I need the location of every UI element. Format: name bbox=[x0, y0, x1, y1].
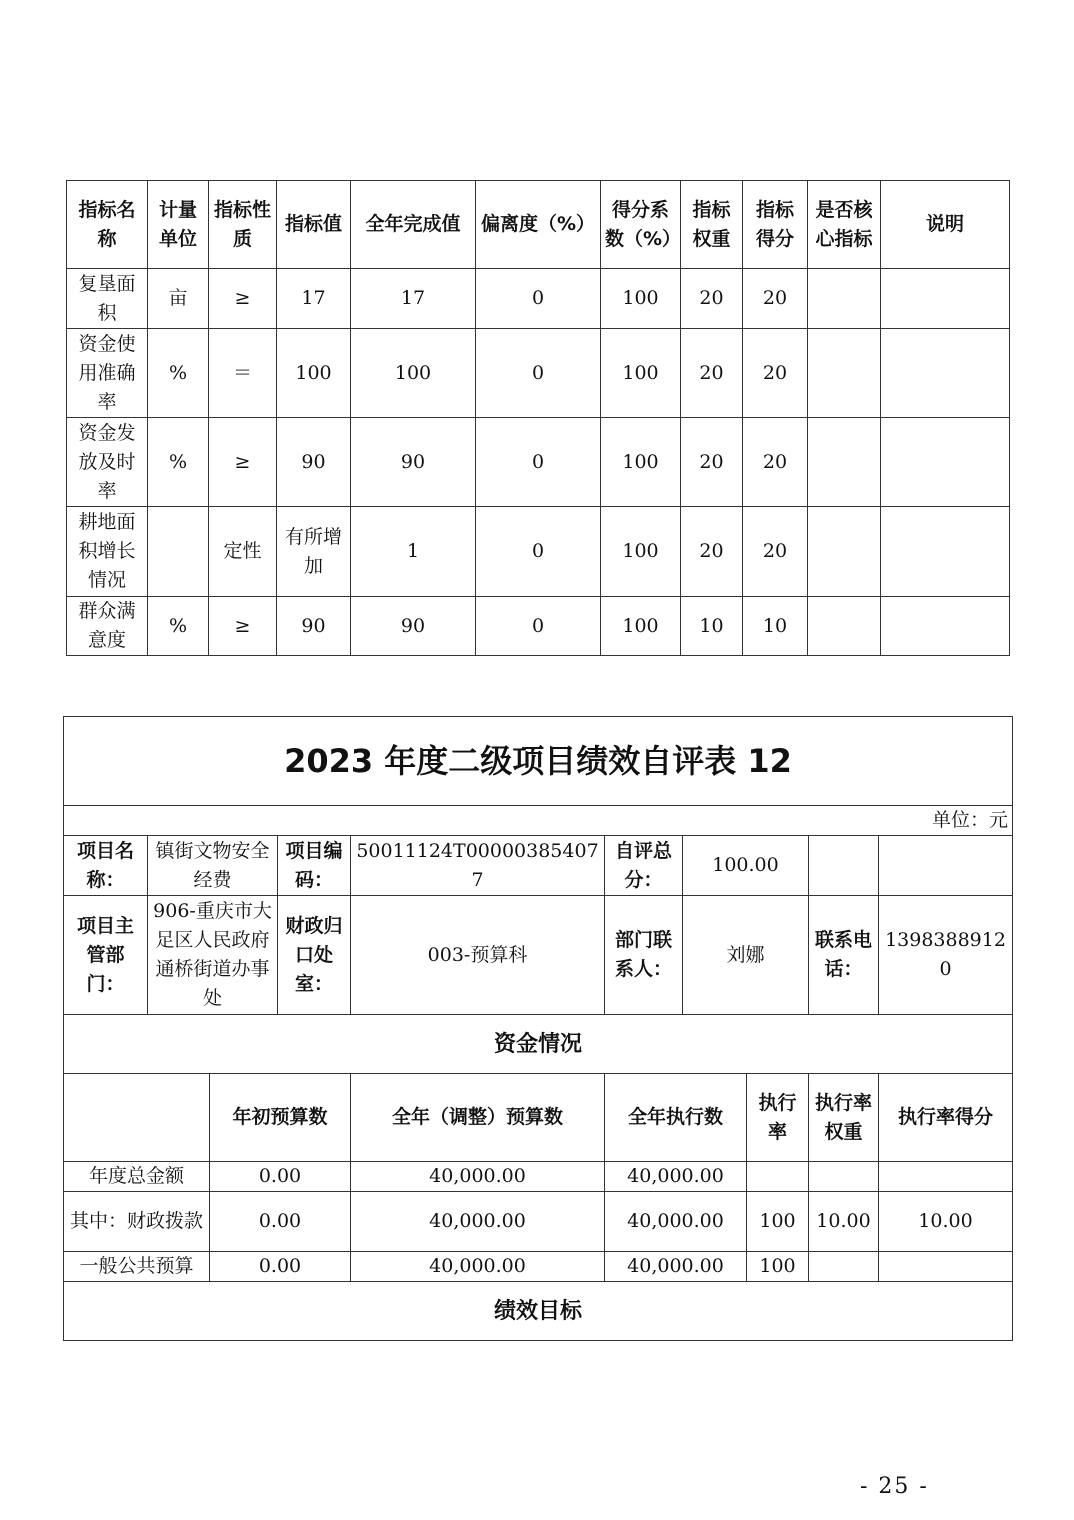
dept-label: 项目主管部门： bbox=[64, 896, 148, 1015]
weight-cell: 20 bbox=[681, 507, 743, 597]
core-cell bbox=[808, 507, 881, 597]
core-cell bbox=[808, 418, 881, 507]
actual-cell: 1 bbox=[351, 507, 476, 597]
funds-cell bbox=[809, 1252, 879, 1282]
note-cell bbox=[881, 507, 1010, 597]
weight-cell: 20 bbox=[681, 269, 743, 329]
actual-cell: 90 bbox=[351, 597, 476, 656]
finance-label: 财政归口处室： bbox=[278, 896, 351, 1015]
funds-row-label: 年度总金额 bbox=[64, 1162, 210, 1192]
phone-label: 联系电话： bbox=[809, 896, 879, 1015]
table-row bbox=[64, 1162, 1013, 1192]
title-row bbox=[64, 717, 1013, 806]
table-row bbox=[67, 269, 1010, 329]
target-cell: 90 bbox=[277, 418, 351, 507]
nature-cell: ≥ bbox=[209, 597, 277, 656]
header-cell: 计量单位 bbox=[148, 181, 209, 269]
funds-row-label: 一般公共预算 bbox=[64, 1252, 210, 1282]
funds-cell: 0.00 bbox=[210, 1192, 351, 1252]
funds-cell bbox=[809, 1162, 879, 1192]
header-cell: 指标性质 bbox=[209, 181, 277, 269]
table-row bbox=[67, 507, 1010, 597]
funds-cell: 100 bbox=[747, 1252, 809, 1282]
unit-cell: % bbox=[148, 329, 209, 418]
header-cell: 指标得分 bbox=[743, 181, 808, 269]
funds-cell: 0.00 bbox=[210, 1252, 351, 1282]
funds-header-row bbox=[64, 1074, 1013, 1162]
unit-cell: % bbox=[148, 597, 209, 656]
funds-header-cell bbox=[64, 1074, 210, 1162]
funds-cell: 40,000.00 bbox=[605, 1192, 747, 1252]
unit-cell: 亩 bbox=[148, 269, 209, 329]
note-cell bbox=[881, 418, 1010, 507]
funds-header-cell: 全年执行数 bbox=[605, 1074, 747, 1162]
funds-cell bbox=[747, 1162, 809, 1192]
page-number: - 25 - bbox=[860, 1474, 929, 1499]
score-cell: 10 bbox=[743, 597, 808, 656]
indicator-table bbox=[66, 180, 1010, 656]
table-row bbox=[67, 329, 1010, 418]
core-cell bbox=[808, 269, 881, 329]
funds-cell: 100 bbox=[747, 1192, 809, 1252]
funds-cell: 40,000.00 bbox=[351, 1252, 605, 1282]
actual-cell: 90 bbox=[351, 418, 476, 507]
funds-cell: 40,000.00 bbox=[605, 1162, 747, 1192]
funds-header-cell: 全年（调整）预算数 bbox=[351, 1074, 605, 1162]
deviation-cell: 0 bbox=[476, 597, 601, 656]
header-cell: 得分系数（%） bbox=[601, 181, 681, 269]
funds-cell bbox=[879, 1252, 1013, 1282]
goals-section-row bbox=[64, 1282, 1013, 1341]
score-cell: 20 bbox=[743, 329, 808, 418]
funds-cell: 10.00 bbox=[809, 1192, 879, 1252]
core-cell bbox=[808, 597, 881, 656]
dept-value: 906-重庆市大足区人民政府通桥街道办事处 bbox=[148, 896, 278, 1015]
indicator-name: 资金使用准确率 bbox=[67, 329, 148, 418]
coefficient-cell: 100 bbox=[601, 507, 681, 597]
target-cell: 90 bbox=[277, 597, 351, 656]
table-row bbox=[67, 597, 1010, 656]
header-cell: 指标值 bbox=[277, 181, 351, 269]
core-cell bbox=[808, 329, 881, 418]
deviation-cell: 0 bbox=[476, 269, 601, 329]
actual-cell: 100 bbox=[351, 329, 476, 418]
unit-cell: % bbox=[148, 418, 209, 507]
score-value: 100.00 bbox=[683, 836, 809, 896]
funds-section-row bbox=[64, 1015, 1013, 1074]
funds-cell: 40,000.00 bbox=[351, 1192, 605, 1252]
weight-cell: 20 bbox=[681, 329, 743, 418]
actual-cell: 17 bbox=[351, 269, 476, 329]
indicator-header-row bbox=[67, 181, 1010, 269]
header-cell: 是否核心指标 bbox=[808, 181, 881, 269]
funds-header-cell: 年初预算数 bbox=[210, 1074, 351, 1162]
unit-label: 单位：元 bbox=[64, 806, 1013, 836]
form-title: 2023 年度二级项目绩效自评表 12 bbox=[64, 717, 1013, 806]
empty-cell bbox=[879, 836, 1013, 896]
funds-cell: 10.00 bbox=[879, 1192, 1013, 1252]
deviation-cell: 0 bbox=[476, 418, 601, 507]
table-row bbox=[67, 418, 1010, 507]
coefficient-cell: 100 bbox=[601, 269, 681, 329]
empty-cell bbox=[809, 836, 879, 896]
score-cell: 20 bbox=[743, 269, 808, 329]
funds-header-cell: 执行率得分 bbox=[879, 1074, 1013, 1162]
funds-cell: 0.00 bbox=[210, 1162, 351, 1192]
nature-cell: 定性 bbox=[209, 507, 277, 597]
score-label: 自评总分： bbox=[605, 836, 683, 896]
indicator-name: 复垦面积 bbox=[67, 269, 148, 329]
target-cell: 100 bbox=[277, 329, 351, 418]
coefficient-cell: 100 bbox=[601, 597, 681, 656]
funds-header-cell: 执行率 bbox=[747, 1074, 809, 1162]
nature-cell: ＝ bbox=[209, 329, 277, 418]
dept-info-row bbox=[64, 896, 1013, 1015]
deviation-cell: 0 bbox=[476, 329, 601, 418]
contact-label: 部门联系人： bbox=[605, 896, 683, 1015]
weight-cell: 20 bbox=[681, 418, 743, 507]
project-info-row bbox=[64, 836, 1013, 896]
table-row bbox=[64, 1192, 1013, 1252]
table-row bbox=[64, 1252, 1013, 1282]
score-cell: 20 bbox=[743, 418, 808, 507]
project-code-value: 50011124T000003854077 bbox=[351, 836, 605, 896]
funds-section-title: 资金情况 bbox=[64, 1015, 1013, 1074]
unit-cell bbox=[148, 507, 209, 597]
funds-cell: 40,000.00 bbox=[605, 1252, 747, 1282]
funds-cell bbox=[879, 1162, 1013, 1192]
coefficient-cell: 100 bbox=[601, 329, 681, 418]
funds-cell: 40,000.00 bbox=[351, 1162, 605, 1192]
finance-value: 003-预算科 bbox=[351, 896, 605, 1015]
header-cell: 指标权重 bbox=[681, 181, 743, 269]
header-cell: 全年完成值 bbox=[351, 181, 476, 269]
header-cell: 偏离度（%） bbox=[476, 181, 601, 269]
deviation-cell: 0 bbox=[476, 507, 601, 597]
header-cell: 指标名称 bbox=[67, 181, 148, 269]
target-cell: 有所增加 bbox=[277, 507, 351, 597]
weight-cell: 10 bbox=[681, 597, 743, 656]
project-name-value: 镇街文物安全经费 bbox=[148, 836, 278, 896]
project-name-label: 项目名称： bbox=[64, 836, 148, 896]
coefficient-cell: 100 bbox=[601, 418, 681, 507]
funds-row-label: 其中：财政拨款 bbox=[64, 1192, 210, 1252]
score-cell: 20 bbox=[743, 507, 808, 597]
indicator-name: 群众满意度 bbox=[67, 597, 148, 656]
note-cell bbox=[881, 597, 1010, 656]
note-cell bbox=[881, 329, 1010, 418]
nature-cell: ≥ bbox=[209, 269, 277, 329]
target-cell: 17 bbox=[277, 269, 351, 329]
project-code-label: 项目编码： bbox=[278, 836, 351, 896]
self-eval-table bbox=[63, 716, 1013, 1341]
goals-section-title: 绩效目标 bbox=[64, 1282, 1013, 1341]
header-cell: 说明 bbox=[881, 181, 1010, 269]
phone-value: 13983889120 bbox=[879, 896, 1013, 1015]
note-cell bbox=[881, 269, 1010, 329]
contact-value: 刘娜 bbox=[683, 896, 809, 1015]
indicator-name: 资金发放及时率 bbox=[67, 418, 148, 507]
unit-row bbox=[64, 806, 1013, 836]
nature-cell: ≥ bbox=[209, 418, 277, 507]
funds-header-cell: 执行率权重 bbox=[809, 1074, 879, 1162]
indicator-name: 耕地面积增长情况 bbox=[67, 507, 148, 597]
